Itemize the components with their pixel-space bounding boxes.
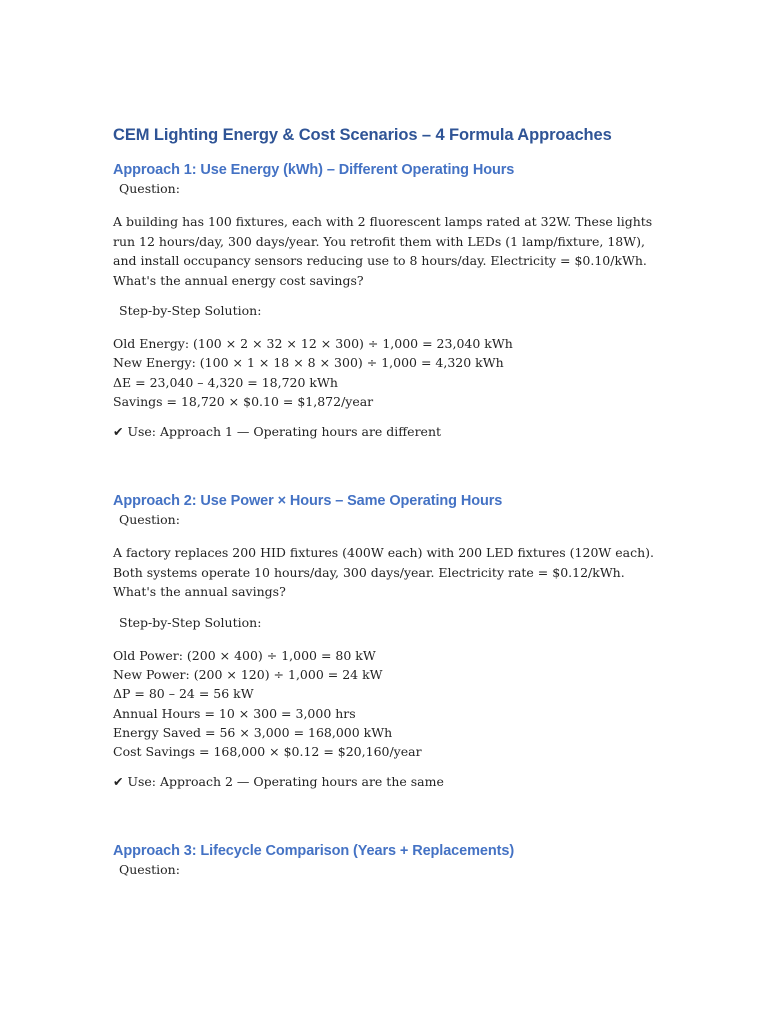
approach-1-question-label: Question: — [119, 181, 180, 196]
approach-3-question-label: Question: — [119, 862, 180, 878]
approach-2-heading: Approach 2: Use Power × Hours – Same Operating Hours — [113, 493, 503, 510]
approach-1-solution-label: Step-by-Step Solution: — [119, 303, 262, 318]
approach-3-section — [113, 841, 658, 879]
solution-line: ΔE = 23,040 – 4,320 = 18,720 kWh — [113, 374, 338, 390]
approach-1-use-note: ✔ Use: Approach 1 — Operating hours are different — [113, 424, 442, 440]
approach-3-heading: Approach 3: Lifecycle Comparison (Years + Replacements) — [113, 843, 515, 860]
approach-1-solution-lines — [113, 334, 658, 411]
solution-line: Old Energy: (100 × 2 × 32 × 12 × 300) ÷ 1,000 = 23,040 kWh — [113, 336, 513, 351]
approach-2-section — [113, 491, 658, 791]
approach-1-question-text: A building has 100 fixtures, each with 2 fluorescent lamps rated at 32W. These lights run 12 hours/day, 300 days/year. You retrofit them with LEDs (1 lamp/fixture, 18W), and install occupancy sensors reducing use to 8 hours/day. Electricity = $0.10/kWh. What's the annual energy cost savings? — [113, 214, 653, 288]
approach-2-use-note: ✔ Use: Approach 2 — Operating hours are the same — [113, 774, 444, 790]
solution-line: New Power: (200 × 120) ÷ 1,000 = 24 kW — [113, 666, 383, 682]
solution-line: ΔP = 80 – 24 = 56 kW — [113, 686, 254, 702]
approach-2-question-label: Question: — [119, 512, 180, 528]
solution-line: Savings = 18,720 × $0.10 = $1,872/year — [113, 393, 374, 409]
solution-line: Annual Hours = 10 × 300 = 3,000 hrs — [113, 705, 356, 721]
document-page — [113, 124, 658, 879]
solution-line: New Energy: (100 × 1 × 18 × 8 × 300) ÷ 1,000 = 4,320 kWh — [113, 355, 504, 371]
approach-2-question-text: A factory replaces 200 HID fixtures (400W each) with 200 LED fixtures (120W each). Both systems operate 10 hours/day, 300 days/year. Electricity rate = $0.12/kWh. What's the annual savings? — [113, 545, 654, 600]
approach-1-heading: Approach 1: Use Energy (kWh) – Different Operating Hours — [113, 162, 515, 178]
solution-line: Old Power: (200 × 400) ÷ 1,000 = 80 kW — [113, 647, 376, 663]
approach-2-solution-lines — [113, 646, 658, 762]
approach-2-solution-label: Step-by-Step Solution: — [119, 614, 262, 630]
solution-line: Energy Saved = 56 × 3,000 = 168,000 kWh — [113, 724, 393, 740]
document-title: CEM Lighting Energy & Cost Scenarios – 4 Formula Approaches — [113, 126, 612, 144]
approach-1-section — [113, 160, 658, 441]
solution-line: Cost Savings = 168,000 × $0.12 = $20,160/year — [113, 744, 422, 760]
